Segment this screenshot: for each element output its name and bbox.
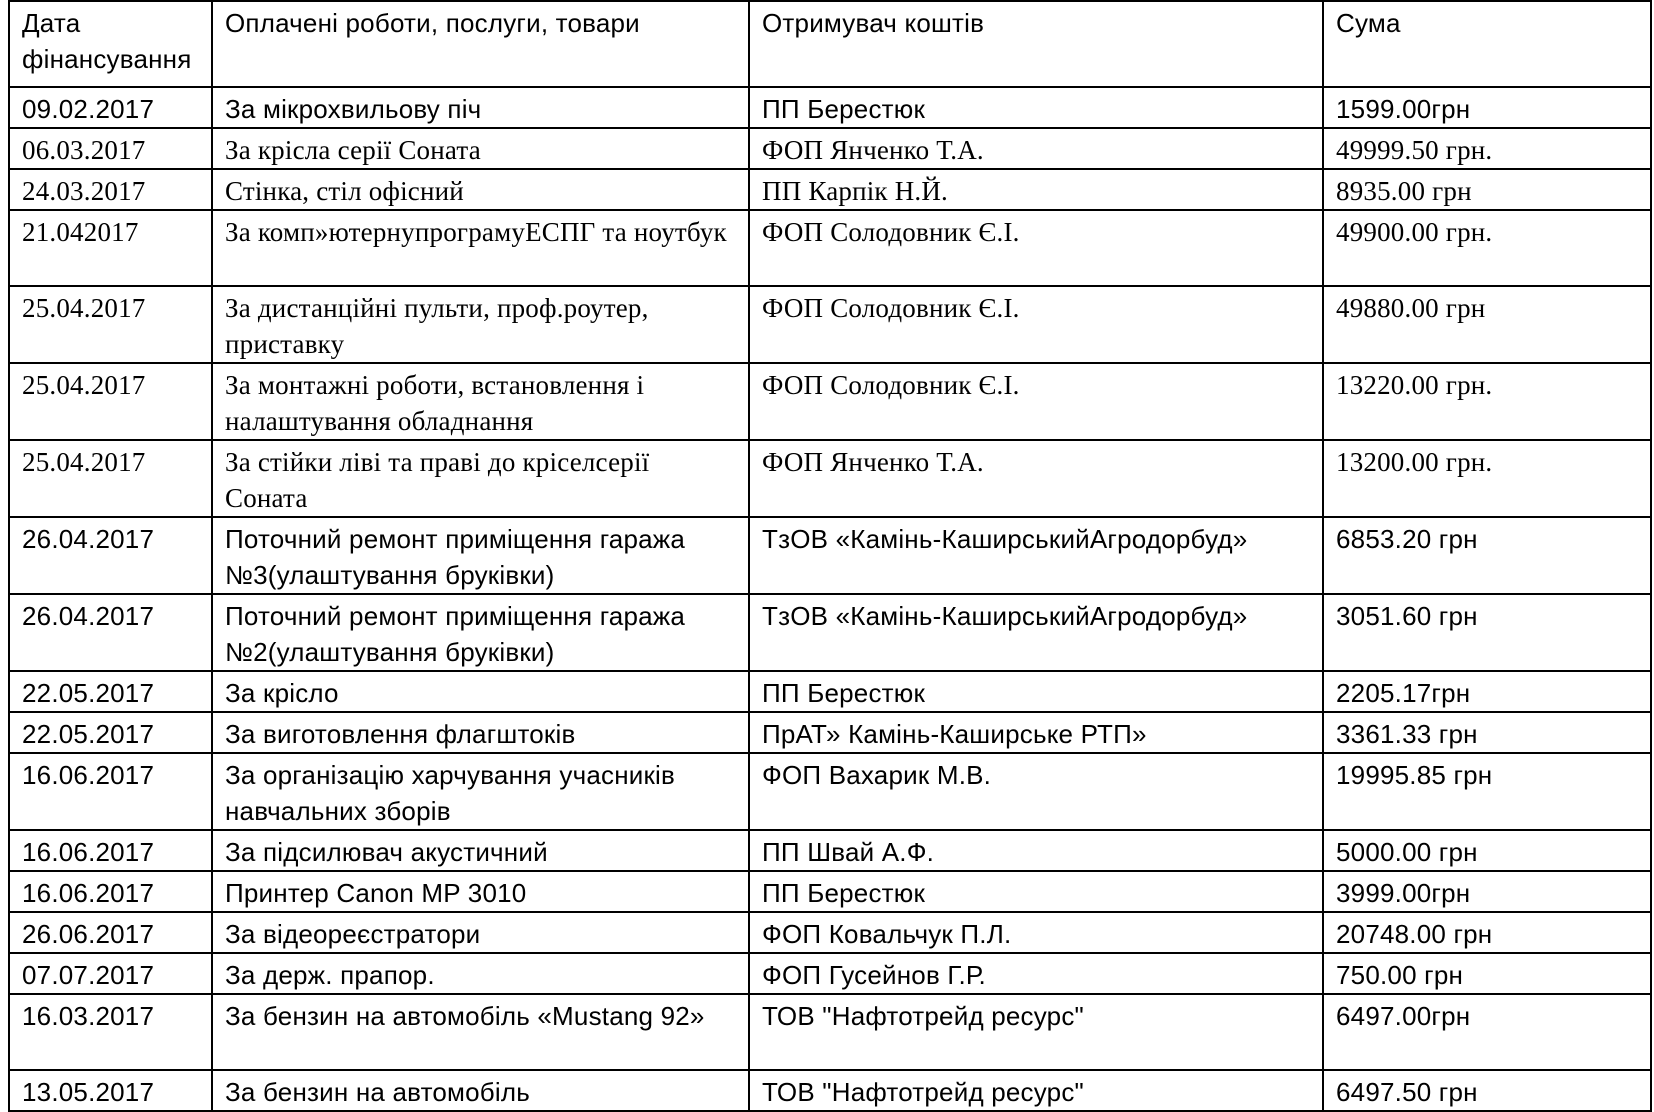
cell-work: За підсилювач акустичний <box>212 830 749 871</box>
cell-sum: 6853.20 грн <box>1323 517 1651 594</box>
table-row <box>9 994 1651 1070</box>
table-row <box>9 1070 1651 1111</box>
cell-recipient: ФОП Янченко Т.А. <box>749 128 1323 169</box>
table-row <box>9 517 1651 594</box>
table-row <box>9 210 1651 286</box>
cell-work: За бензин на автомобіль <box>212 1070 749 1111</box>
cell-recipient: ФОП Солодовник Є.І. <box>749 363 1323 440</box>
cell-date: 25.04.2017 <box>9 363 212 440</box>
cell-recipient: ТзОВ «Камінь-КаширськийАгродорбуд» <box>749 517 1323 594</box>
table-row <box>9 671 1651 712</box>
table-row <box>9 87 1651 128</box>
cell-recipient: ПП Берестюк <box>749 671 1323 712</box>
header-recipient: Отримувач коштів <box>749 1 1323 87</box>
cell-recipient: ПП Швай А.Ф. <box>749 830 1323 871</box>
cell-work: За мікрохвильову піч <box>212 87 749 128</box>
cell-work: За комп»ютернупрограмуЕСПГ та ноутбук <box>212 210 749 286</box>
cell-recipient: ПрАТ» Камінь-Каширське РТП» <box>749 712 1323 753</box>
cell-work: За виготовлення флагштоків <box>212 712 749 753</box>
cell-work: За дистанційні пульти, проф.роутер, приставку <box>212 286 749 363</box>
cell-date: 22.05.2017 <box>9 712 212 753</box>
cell-work: За бензин на автомобіль «Mustang 92» <box>212 994 749 1070</box>
cell-sum: 13220.00 грн. <box>1323 363 1651 440</box>
cell-work: За крісла серії Соната <box>212 128 749 169</box>
cell-date: 24.03.2017 <box>9 169 212 210</box>
cell-sum: 1599.00грн <box>1323 87 1651 128</box>
header-sum: Сума <box>1323 1 1651 87</box>
cell-work: За монтажні роботи, встановлення і налаштування обладнання <box>212 363 749 440</box>
cell-work: Поточний ремонт приміщення гаража №2(улаштування бруківки) <box>212 594 749 671</box>
cell-recipient: ФОП Ковальчук П.Л. <box>749 912 1323 953</box>
cell-sum: 8935.00 грн <box>1323 169 1651 210</box>
cell-work: За держ. прапор. <box>212 953 749 994</box>
cell-work: Стінка, стіл офісний <box>212 169 749 210</box>
cell-date: 26.04.2017 <box>9 517 212 594</box>
cell-sum: 3051.60 грн <box>1323 594 1651 671</box>
cell-recipient: ТОВ "Нафтотрейд ресурс" <box>749 994 1323 1070</box>
cell-work: За відеореєстратори <box>212 912 749 953</box>
cell-sum: 6497.50 грн <box>1323 1070 1651 1111</box>
cell-date: 16.03.2017 <box>9 994 212 1070</box>
cell-sum: 2205.17грн <box>1323 671 1651 712</box>
table-row <box>9 953 1651 994</box>
cell-work: Поточний ремонт приміщення гаража №3(улаштування бруківки) <box>212 517 749 594</box>
cell-date: 16.06.2017 <box>9 830 212 871</box>
cell-date: 26.06.2017 <box>9 912 212 953</box>
table-row <box>9 286 1651 363</box>
cell-recipient: ФОП Солодовник Є.І. <box>749 210 1323 286</box>
cell-date: 25.04.2017 <box>9 440 212 517</box>
table-row <box>9 912 1651 953</box>
cell-date: 07.07.2017 <box>9 953 212 994</box>
table-row <box>9 169 1651 210</box>
cell-date: 09.02.2017 <box>9 87 212 128</box>
cell-sum: 13200.00 грн. <box>1323 440 1651 517</box>
table-row <box>9 594 1651 671</box>
payments-table <box>8 0 1652 1112</box>
cell-recipient: ФОП Янченко Т.А. <box>749 440 1323 517</box>
cell-sum: 3361.33 грн <box>1323 712 1651 753</box>
cell-work: За крісло <box>212 671 749 712</box>
cell-work: За стійки ліві та праві до кріселсерії Соната <box>212 440 749 517</box>
cell-date: 25.04.2017 <box>9 286 212 363</box>
cell-date: 16.06.2017 <box>9 871 212 912</box>
cell-date: 21.042017 <box>9 210 212 286</box>
cell-sum: 6497.00грн <box>1323 994 1651 1070</box>
table-row <box>9 128 1651 169</box>
cell-recipient: ПП Берестюк <box>749 871 1323 912</box>
cell-recipient: ФОП Вахарик М.В. <box>749 753 1323 830</box>
cell-recipient: ТзОВ «Камінь-КаширськийАгродорбуд» <box>749 594 1323 671</box>
cell-sum: 750.00 грн <box>1323 953 1651 994</box>
cell-recipient: ПП Карпік Н.Й. <box>749 169 1323 210</box>
table-row <box>9 753 1651 830</box>
cell-recipient: ФОП Солодовник Є.І. <box>749 286 1323 363</box>
cell-sum: 3999.00грн <box>1323 871 1651 912</box>
cell-date: 26.04.2017 <box>9 594 212 671</box>
table-row <box>9 712 1651 753</box>
cell-sum: 20748.00 грн <box>1323 912 1651 953</box>
header-work: Оплачені роботи, послуги, товари <box>212 1 749 87</box>
cell-date: 06.03.2017 <box>9 128 212 169</box>
cell-date: 13.05.2017 <box>9 1070 212 1111</box>
cell-work: За організацію харчування учасників навчальних зборів <box>212 753 749 830</box>
table-row <box>9 440 1651 517</box>
table-header-row <box>9 1 1651 87</box>
cell-sum: 49900.00 грн. <box>1323 210 1651 286</box>
cell-recipient: ФОП Гусейнов Г.Р. <box>749 953 1323 994</box>
header-date: Дата фінансування <box>9 1 212 87</box>
cell-recipient: ТОВ "Нафтотрейд ресурс" <box>749 1070 1323 1111</box>
cell-sum: 19995.85 грн <box>1323 753 1651 830</box>
cell-sum: 5000.00 грн <box>1323 830 1651 871</box>
cell-sum: 49880.00 грн <box>1323 286 1651 363</box>
cell-recipient: ПП Берестюк <box>749 87 1323 128</box>
table-row <box>9 830 1651 871</box>
payments-document <box>8 0 1650 1112</box>
table-row <box>9 363 1651 440</box>
cell-work: Принтер Canon MP 3010 <box>212 871 749 912</box>
cell-date: 16.06.2017 <box>9 753 212 830</box>
cell-date: 22.05.2017 <box>9 671 212 712</box>
cell-sum: 49999.50 грн. <box>1323 128 1651 169</box>
table-row <box>9 871 1651 912</box>
